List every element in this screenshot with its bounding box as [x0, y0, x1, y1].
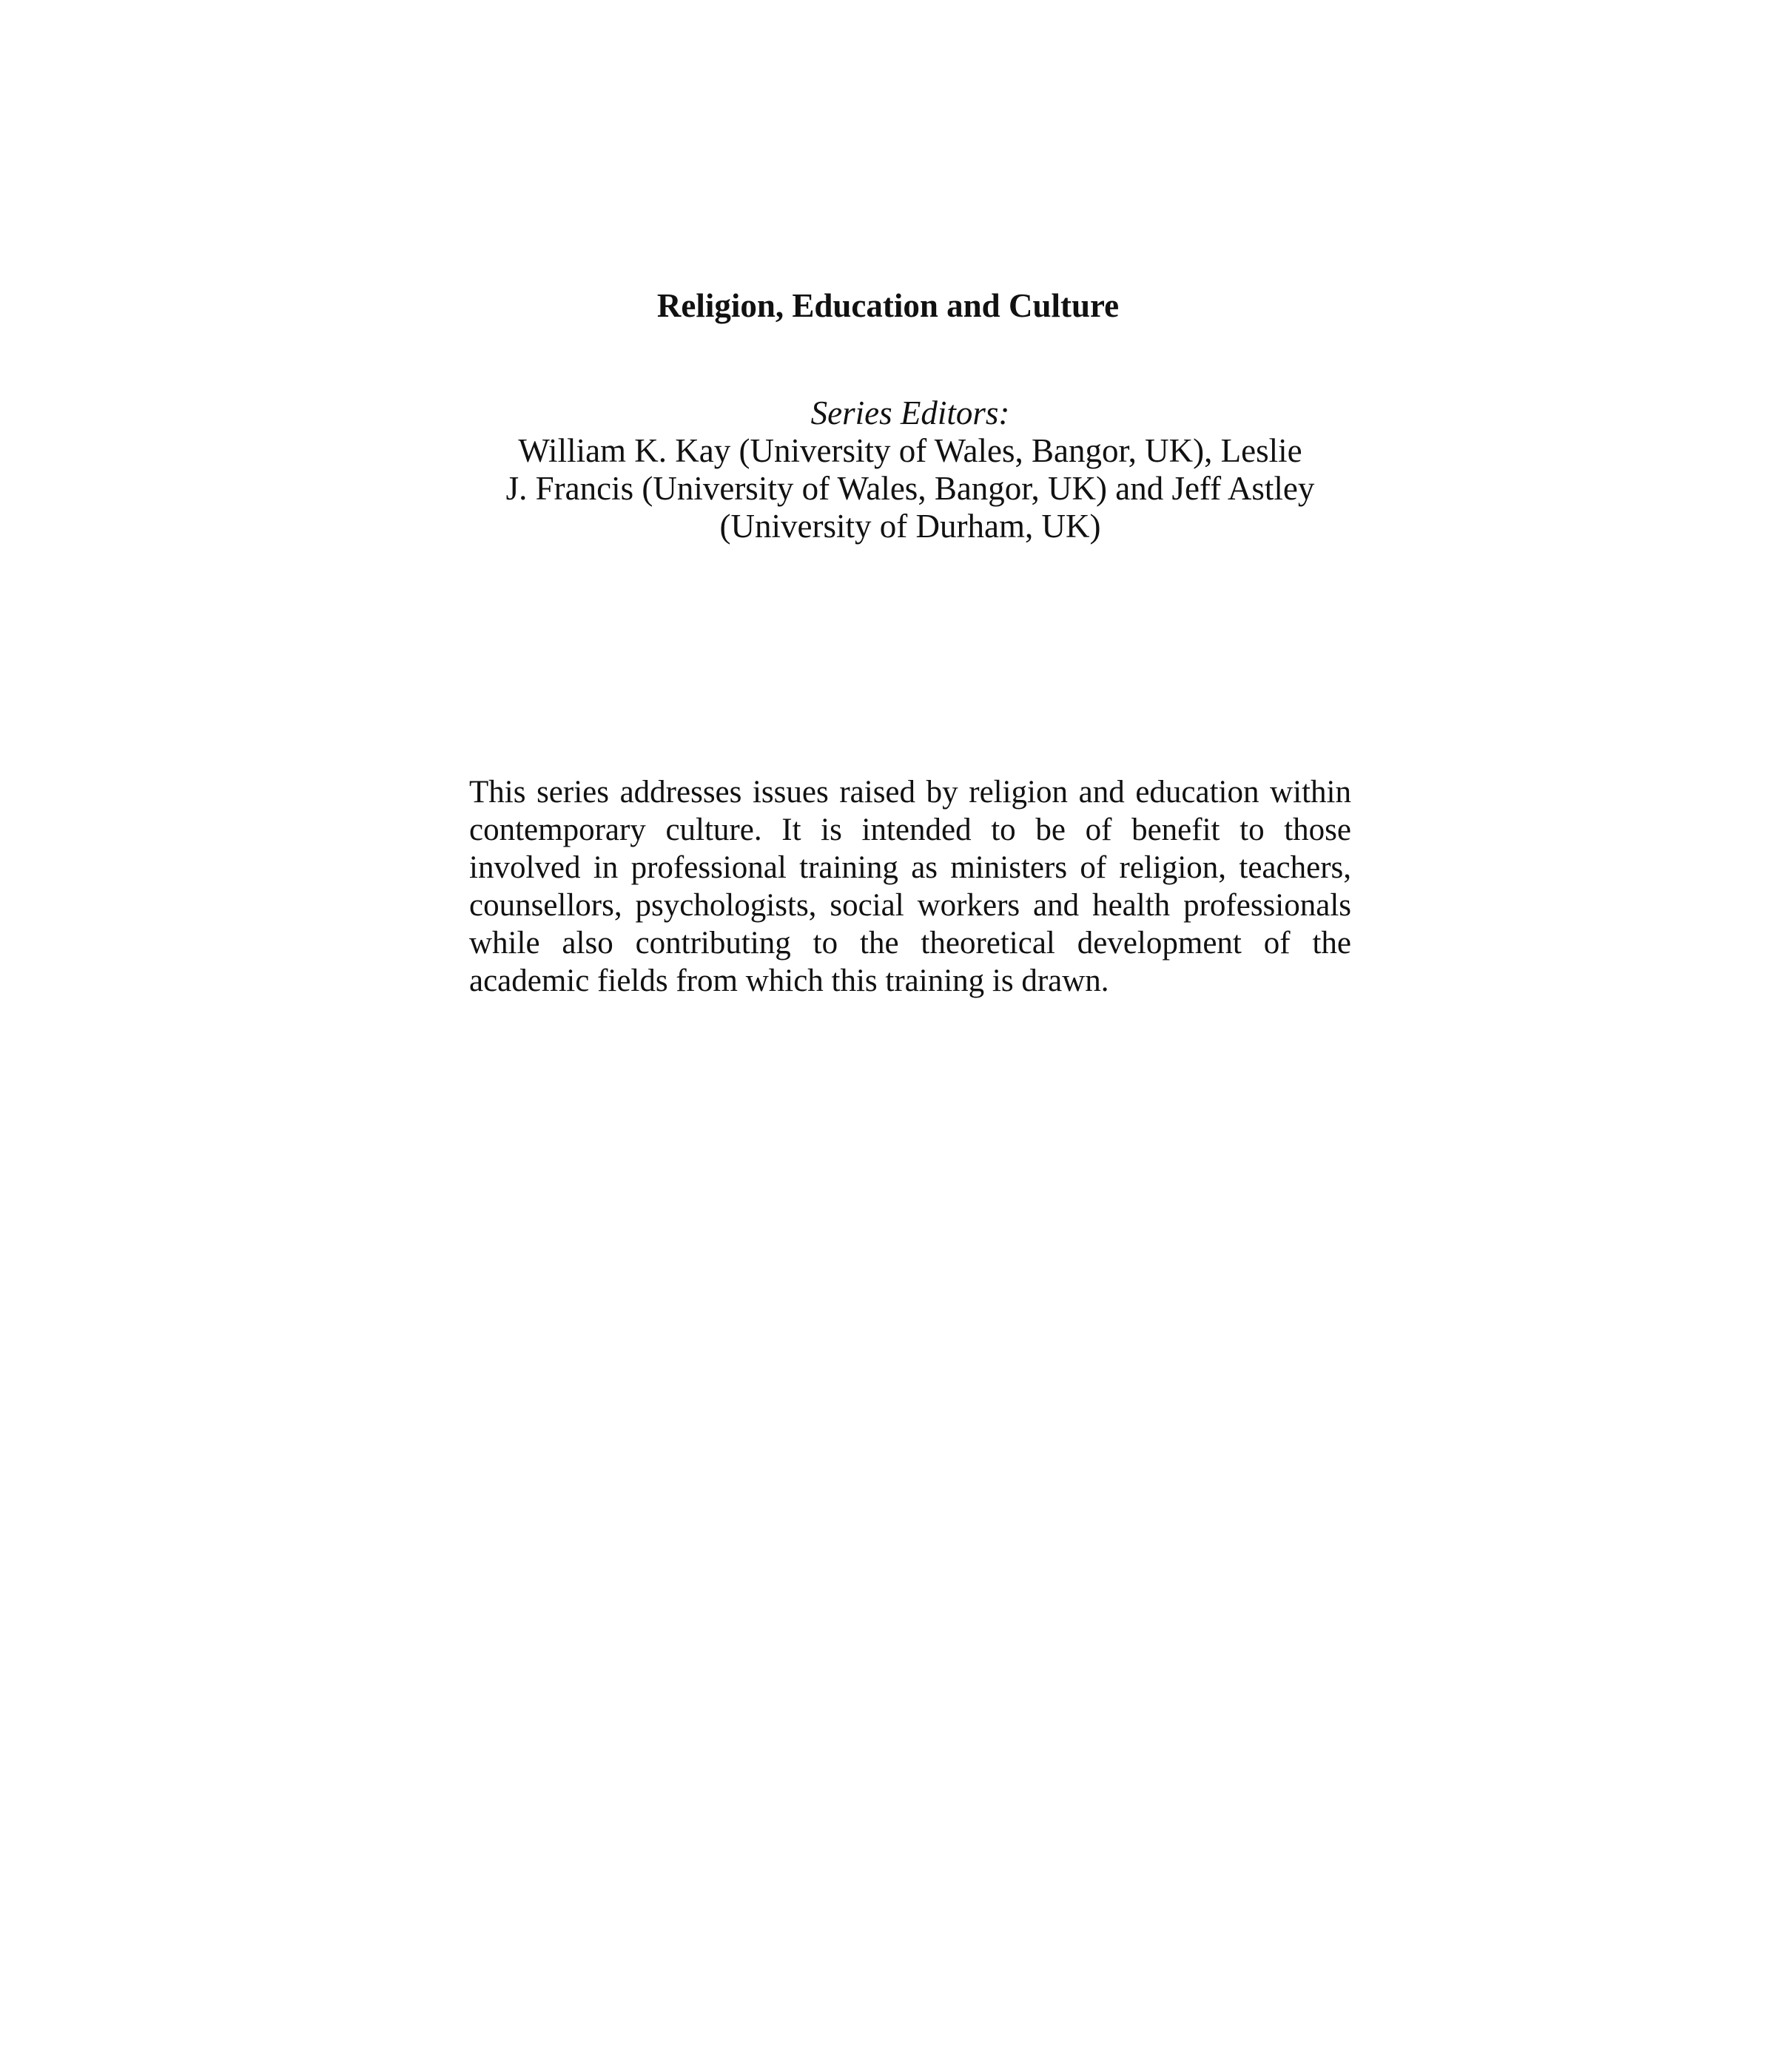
series-description: This series addresses issues raised by religion and education within contemporary culture. It is intended to be of benefit to those involved in professional training as ministers of religion, teachers, counsellors, psychologists, social workers and health professionals while also contributing to the theoretical development of the academic fields from which this training is drawn. [469, 775, 1351, 998]
series-editors-label: Series Editors: [810, 394, 1010, 431]
series-editors-line-3: (University of Durham, UK) [719, 508, 1101, 545]
series-editors-line-1: William K. Kay (University of Wales, Bangor, UK), Leslie [518, 432, 1302, 469]
series-editors-line-2: J. Francis (University of Wales, Bangor, UK) and Jeff Astley [505, 470, 1315, 507]
series-editors-block [474, 394, 1347, 545]
series-title: Religion, Education and Culture [656, 287, 1120, 324]
